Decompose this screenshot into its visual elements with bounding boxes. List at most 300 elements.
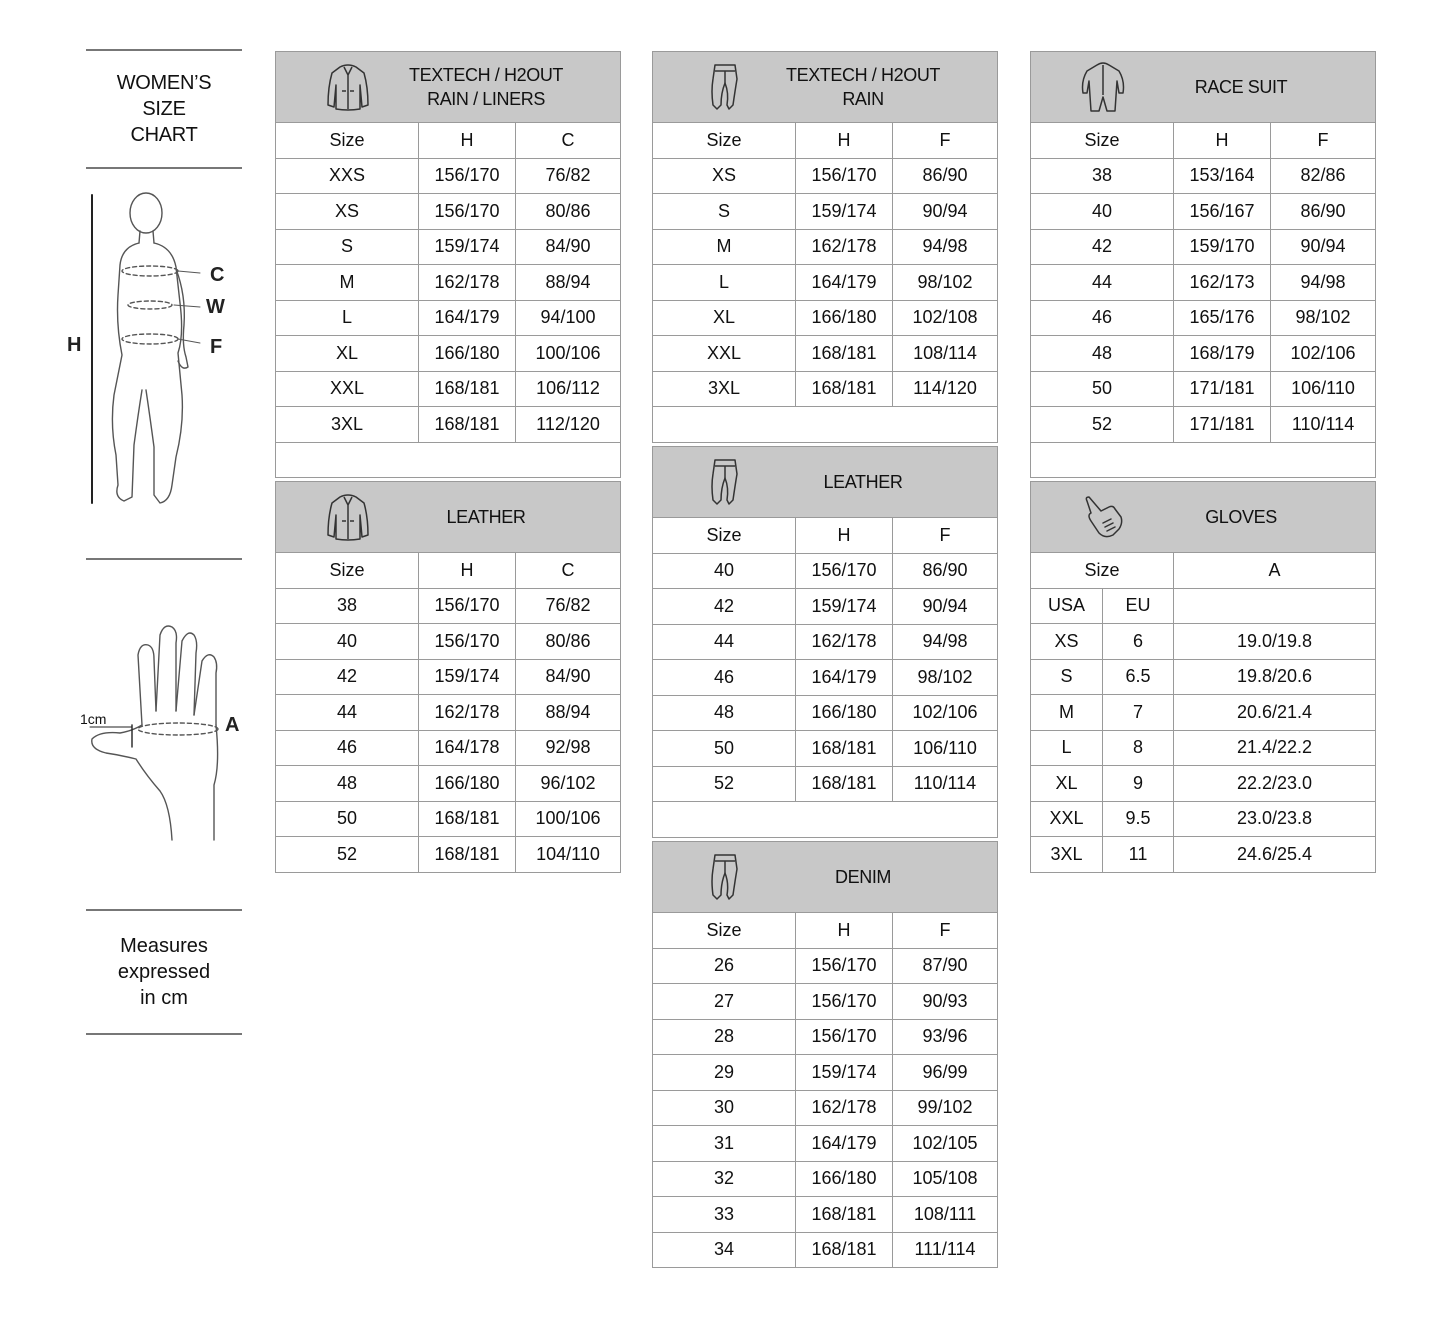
table-cell: 98/102 [893,265,998,301]
table-row [653,731,998,767]
table-header [653,842,998,913]
table-row [1031,659,1376,695]
blank-row [653,802,998,838]
jacket-icon [324,491,372,543]
table-cell: 92/98 [516,730,621,766]
table-row [653,1197,998,1233]
table-textech-rain-liners [275,51,621,478]
table-cell: 88/94 [516,265,621,301]
table-cell: 156/170 [419,158,516,194]
table-row [1031,194,1376,230]
table-cell: 48 [653,695,796,731]
table-cell: XXL [1031,801,1103,837]
table-cell: 87/90 [893,948,998,984]
table-cell: 168/181 [796,371,893,407]
table-cell: 9 [1103,766,1174,802]
table-cell: 48 [276,766,419,802]
table-cell: 156/170 [796,158,893,194]
table-cell: 166/180 [796,300,893,336]
table-row [276,837,621,873]
divider [86,558,242,560]
table-row [653,1090,998,1126]
table-cell: XL [1031,766,1103,802]
table-cell: 90/93 [893,984,998,1020]
table-cell: 168/181 [419,837,516,873]
table-row [1031,229,1376,265]
pants-icon [701,851,749,903]
measures-note-line: expressed [117,961,211,983]
table-cell: 3XL [653,371,796,407]
table-cell: 168/181 [796,1232,893,1268]
table-title [372,63,620,111]
table-cell: 80/86 [516,624,621,660]
column-header: Size [1031,553,1174,589]
table-cell: 93/96 [893,1019,998,1055]
table-title-line: LEATHER [823,472,903,492]
table-cell: L [1031,730,1103,766]
table-title [372,505,620,529]
table-row [1031,837,1376,873]
table-gloves [1030,481,1376,873]
table-cell: 90/94 [893,589,998,625]
table-row [276,766,621,802]
table-header [653,52,998,123]
table-cell: 48 [1031,336,1174,372]
column-header: Size [653,913,796,949]
table-cell: 6 [1103,624,1174,660]
table-cell: 40 [653,553,796,589]
column-header-row [653,913,998,949]
table-leather-pants [652,446,998,838]
table-cell: 159/174 [796,194,893,230]
table-row [653,1126,998,1162]
table-row [276,624,621,660]
table-title [1127,75,1375,99]
column-header-row [653,123,998,159]
column-header: F [893,913,998,949]
pants-icon [701,456,749,508]
table-cell: 164/178 [419,730,516,766]
table-cell: 76/82 [516,588,621,624]
table-header [653,447,998,518]
table-cell: 94/100 [516,300,621,336]
table-cell: XXS [276,158,419,194]
table-cell: 11 [1103,837,1174,873]
table-cell: 96/99 [893,1055,998,1091]
pants-icon [701,61,749,113]
table-cell: M [653,229,796,265]
table-cell: 52 [1031,407,1174,443]
table-row [653,336,998,372]
chart-title-line: WOMEN’S [116,72,212,94]
table-cell: 29 [653,1055,796,1091]
table-cell: 168/181 [419,371,516,407]
table-title-line: RAIN [842,89,884,109]
blank-cell [1174,588,1376,624]
table-cell: XL [653,300,796,336]
table-cell: 88/94 [516,695,621,731]
table-row [1031,407,1376,443]
table-cell: 19.8/20.6 [1174,659,1376,695]
table-cell: 162/178 [419,695,516,731]
table-cell: 42 [276,659,419,695]
table-row [653,553,998,589]
race-suit-icon [1079,61,1127,113]
table-row [653,589,998,625]
table-title [749,865,997,889]
table-cell: 156/170 [419,194,516,230]
table-row [653,1232,998,1268]
table-textech-rain-pants [652,51,998,443]
table-cell: 84/90 [516,229,621,265]
table-cell: 80/86 [516,194,621,230]
table-row [1031,265,1376,301]
chart-title-line: SIZE [142,98,186,120]
column-header: Size [653,123,796,159]
table-cell: 168/181 [796,1197,893,1233]
table-row [276,229,621,265]
table-cell: 98/102 [893,660,998,696]
column-header: C [516,553,621,589]
table-cell: 171/181 [1174,407,1271,443]
table-cell: 33 [653,1197,796,1233]
table-cell: 159/170 [1174,229,1271,265]
table-row [1031,371,1376,407]
table-title-line: DENIM [835,867,892,887]
table-cell: 50 [1031,371,1174,407]
subcolumn-header: EU [1103,588,1174,624]
table-cell: 159/174 [796,589,893,625]
table-cell: 164/179 [796,1126,893,1162]
label-c: C [210,264,225,286]
column-header: H [796,913,893,949]
column-header: H [796,518,893,554]
measures-note-line: Measures [120,935,208,957]
table-cell: 84/90 [516,659,621,695]
blank-cell [653,802,998,838]
table-cell: 162/178 [419,265,516,301]
table-cell: M [1031,695,1103,731]
table-cell: 110/114 [893,766,998,802]
table-cell: XL [276,336,419,372]
subcolumn-header-row [1031,588,1376,624]
table-cell: 108/114 [893,336,998,372]
table-cell: 44 [653,624,796,660]
table-cell: 112/120 [516,407,621,443]
table-header [276,52,621,123]
column-header-row [276,553,621,589]
label-w: W [206,296,225,318]
table-cell: 3XL [1031,837,1103,873]
glove-icon [1079,491,1127,543]
table-row [653,158,998,194]
table-cell: 42 [1031,229,1174,265]
column-header: H [796,123,893,159]
table-cell: 153/164 [1174,158,1271,194]
table-cell: 168/181 [796,336,893,372]
table-cell: 156/170 [419,588,516,624]
table-cell: 32 [653,1161,796,1197]
table-cell: 27 [653,984,796,1020]
column-header: H [1174,123,1271,159]
table-row [276,801,621,837]
table-cell: 40 [1031,194,1174,230]
table-cell: 166/180 [419,766,516,802]
table-cell: 156/170 [796,553,893,589]
table-cell: 114/120 [893,371,998,407]
table-row [1031,801,1376,837]
table-cell: L [653,265,796,301]
blank-cell [276,442,621,478]
table-title-line: RAIN / LINERS [427,89,545,109]
table-cell: 82/86 [1271,158,1376,194]
table-cell: 90/94 [1271,229,1376,265]
table-cell: 86/90 [893,158,998,194]
table-row [276,265,621,301]
table-cell: 164/179 [796,660,893,696]
column-header: A [1174,553,1376,589]
table-cell: 102/105 [893,1126,998,1162]
table-cell: 28 [653,1019,796,1055]
table-cell: 159/174 [419,229,516,265]
table-row [653,300,998,336]
table-cell: 8 [1103,730,1174,766]
column-header: C [516,123,621,159]
column-header: Size [653,518,796,554]
table-row [653,948,998,984]
table-cell: 156/167 [1174,194,1271,230]
table-cell: 30 [653,1090,796,1126]
table-cell: 86/90 [893,553,998,589]
table-cell: 24.6/25.4 [1174,837,1376,873]
table-cell: 20.6/21.4 [1174,695,1376,731]
table-row [276,659,621,695]
table-cell: 159/174 [419,659,516,695]
table-cell: 46 [653,660,796,696]
measures-note-box [86,909,242,1035]
column-header: H [419,553,516,589]
chart-title [117,70,212,148]
table-row [653,371,998,407]
table-cell: S [1031,659,1103,695]
column-header: Size [276,553,419,589]
table-title [1127,505,1375,529]
table-race-suit [1030,51,1376,478]
table-cell: 102/108 [893,300,998,336]
table-row [653,695,998,731]
table-cell: 46 [276,730,419,766]
table-cell: 168/181 [419,407,516,443]
table-row [653,1019,998,1055]
table-cell: 3XL [276,407,419,443]
table-cell: 165/176 [1174,300,1271,336]
table-cell: 156/170 [796,1019,893,1055]
table-denim [652,841,998,1268]
table-cell: 21.4/22.2 [1174,730,1376,766]
table-title-line: LEATHER [446,507,526,527]
blank-cell [1031,442,1376,478]
measures-note-line: in cm [140,987,188,1009]
table-row [276,730,621,766]
column-header-row [653,518,998,554]
table-row [276,407,621,443]
table-row [276,695,621,731]
subcolumn-header: USA [1031,588,1103,624]
blank-cell [653,407,998,443]
table-title [749,470,997,494]
table-cell: XS [653,158,796,194]
table-cell: 90/94 [893,194,998,230]
table-row [653,984,998,1020]
table-header [1031,52,1376,123]
table-cell: 96/102 [516,766,621,802]
table-cell: 26 [653,948,796,984]
table-cell: 44 [276,695,419,731]
table-cell: 86/90 [1271,194,1376,230]
label-1cm: 1cm [80,711,107,727]
table-cell: 102/106 [893,695,998,731]
table-cell: 106/112 [516,371,621,407]
table-row [1031,624,1376,660]
table-cell: 38 [1031,158,1174,194]
table-row [276,194,621,230]
table-cell: 156/170 [796,948,893,984]
column-header: H [419,123,516,159]
table-cell: 99/102 [893,1090,998,1126]
table-cell: 23.0/23.8 [1174,801,1376,837]
table-cell: 166/180 [796,695,893,731]
table-cell: S [653,194,796,230]
table-row [276,371,621,407]
table-cell: 44 [1031,265,1174,301]
table-cell: 9.5 [1103,801,1174,837]
blank-row [276,442,621,478]
table-cell: 104/110 [516,837,621,873]
table-row [1031,300,1376,336]
table-cell: 94/98 [893,624,998,660]
column-header: F [893,518,998,554]
table-cell: 19.0/19.8 [1174,624,1376,660]
table-row [276,336,621,372]
table-cell: 6.5 [1103,659,1174,695]
table-cell: 168/181 [796,731,893,767]
table-cell: 162/173 [1174,265,1271,301]
table-cell: 52 [276,837,419,873]
table-row [276,588,621,624]
table-cell: 94/98 [1271,265,1376,301]
column-header: F [893,123,998,159]
table-title-line: TEXTECH / H2OUT [409,65,564,85]
table-cell: 168/181 [419,801,516,837]
label-f: F [210,336,223,358]
table-header [276,482,621,553]
table-cell: 38 [276,588,419,624]
table-cell: 166/180 [796,1161,893,1197]
chart-title-line: CHART [130,124,198,146]
table-cell: 111/114 [893,1232,998,1268]
table-cell: 46 [1031,300,1174,336]
table-cell: 162/178 [796,1090,893,1126]
blank-row [1031,442,1376,478]
measures-note [118,933,210,1011]
table-cell: XXL [653,336,796,372]
table-row [1031,158,1376,194]
table-cell: 50 [653,731,796,767]
table-row [1031,730,1376,766]
table-row [653,194,998,230]
table-cell: 171/181 [1174,371,1271,407]
table-cell: 42 [653,589,796,625]
table-cell: 31 [653,1126,796,1162]
table-row [276,158,621,194]
table-cell: 164/179 [796,265,893,301]
table-cell: XXL [276,371,419,407]
table-cell: 100/106 [516,336,621,372]
table-title [749,63,997,111]
table-title-line: RACE SUIT [1194,77,1288,97]
table-row [653,766,998,802]
column-header: Size [1031,123,1174,159]
table-cell: 156/170 [796,984,893,1020]
table-cell: 34 [653,1232,796,1268]
jacket-icon [324,61,372,113]
table-cell: 50 [276,801,419,837]
label-a: A [225,714,240,736]
table-title-line: TEXTECH / H2OUT [786,65,941,85]
table-cell: 108/111 [893,1197,998,1233]
column-header: Size [276,123,419,159]
table-cell: M [276,265,419,301]
table-cell: 159/174 [796,1055,893,1091]
table-cell: 166/180 [419,336,516,372]
table-cell: L [276,300,419,336]
column-header-row [276,123,621,159]
table-row [653,1161,998,1197]
table-cell: 168/179 [1174,336,1271,372]
table-cell: 40 [276,624,419,660]
table-cell: 7 [1103,695,1174,731]
table-header [1031,482,1376,553]
column-header-row [1031,553,1376,589]
chart-title-box [86,49,242,169]
table-cell: 52 [653,766,796,802]
table-row [653,660,998,696]
table-row [276,300,621,336]
table-cell: 110/114 [1271,407,1376,443]
table-cell: 106/110 [1271,371,1376,407]
table-cell: 76/82 [516,158,621,194]
table-cell: 106/110 [893,731,998,767]
column-header-row [1031,123,1376,159]
label-h: H [67,334,82,356]
table-row [1031,336,1376,372]
table-cell: 98/102 [1271,300,1376,336]
table-cell: 164/179 [419,300,516,336]
table-row [653,265,998,301]
table-row [1031,766,1376,802]
table-row [1031,695,1376,731]
column-header: F [1271,123,1376,159]
table-row [653,624,998,660]
table-leather-jacket [275,481,621,873]
table-cell: 100/106 [516,801,621,837]
table-cell: 102/106 [1271,336,1376,372]
table-row [653,229,998,265]
blank-row [653,407,998,443]
table-cell: 162/178 [796,229,893,265]
table-title-line: GLOVES [1205,507,1277,527]
table-cell: 105/108 [893,1161,998,1197]
